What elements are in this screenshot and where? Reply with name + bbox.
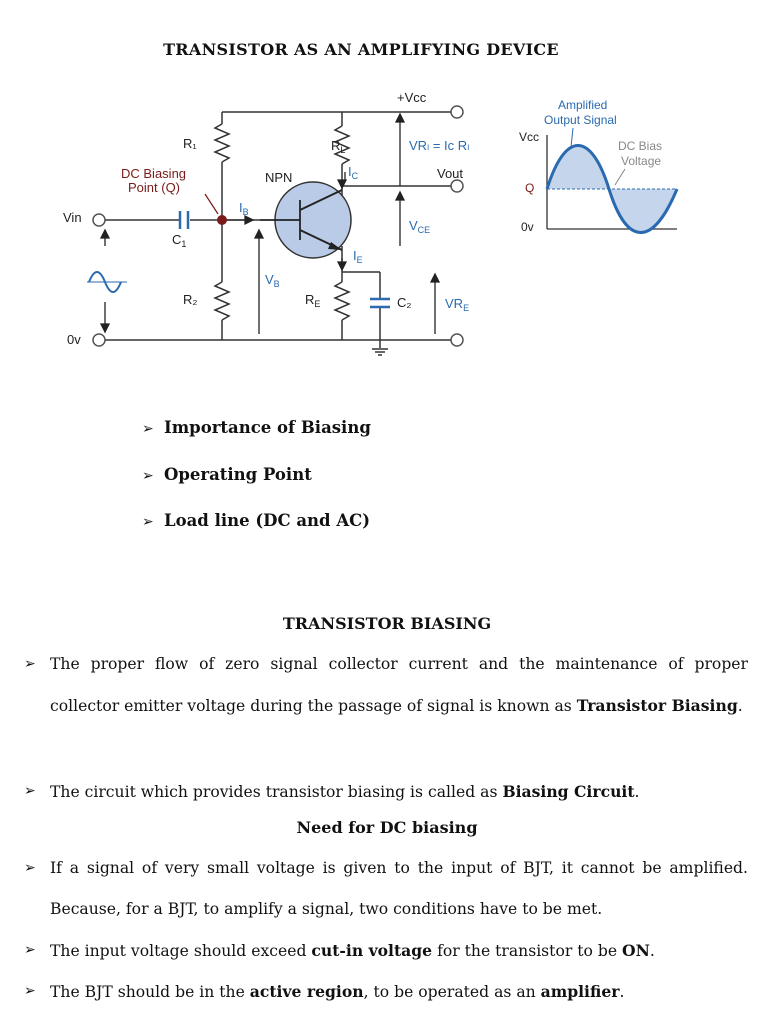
arrow-bullet-icon: ➢ xyxy=(24,783,36,799)
paragraph-active-region: ➢ The BJT should be in the active region, to be operated as an amplifier. xyxy=(50,971,748,1013)
amplifier-circuit-diagram xyxy=(55,86,475,366)
amplified-output-waveform xyxy=(515,95,685,245)
vout-label: Vout xyxy=(437,166,464,181)
arrow-bullet-icon: ➢ xyxy=(24,656,36,672)
vcc-axis-label: Vcc xyxy=(519,130,540,144)
paragraph-biasing-circuit: ➢ The circuit which provides transistor biasing is called as Biasing Circuit. xyxy=(50,771,748,813)
subsection-heading: Need for DC biasing xyxy=(296,818,478,837)
vin-label: Vin xyxy=(63,210,82,225)
r1-label: R₁ xyxy=(183,136,197,151)
list-item: ➢ Operating Point xyxy=(142,463,371,510)
npn-label: NPN xyxy=(265,170,293,185)
page-title: TRANSISTOR AS AN AMPLIFYING DEVICE xyxy=(163,40,559,59)
vre-label: $VR_E$ xyxy=(445,296,470,313)
arrow-bullet-icon: ➢ xyxy=(24,983,36,999)
arrow-bullet-icon: ➢ xyxy=(24,942,36,958)
ic-label: $I_C$ xyxy=(348,164,359,181)
paragraph-cut-in-voltage: ➢ The input voltage should exceed cut-in voltage for the transistor to be ON. xyxy=(50,930,748,972)
topic-list xyxy=(142,416,371,556)
ib-label: $I_B$ xyxy=(239,200,249,217)
list-item: ➢ Load line (DC and AC) xyxy=(142,509,371,556)
c1-label: $C_1$ xyxy=(172,232,187,249)
rl-label: $R_L$ xyxy=(331,138,346,155)
list-item: ➢ Importance of Biasing xyxy=(142,416,371,463)
arrow-bullet-icon: ➢ xyxy=(24,860,36,876)
paragraph-small-signal: ➢ If a signal of very small voltage is given to the input of BJT, it cannot be amplified. Because, for a BJT, to amplify a signal, two conditions have to be met. xyxy=(50,848,748,930)
r2-label: R₂ xyxy=(183,292,198,307)
arrow-bullet-icon: ➢ xyxy=(142,421,154,437)
vce-label: $V_{CE}$ xyxy=(409,218,431,235)
vb-label: $V_B$ xyxy=(265,272,280,289)
dc-biasing-label: DC Biasing xyxy=(121,166,187,181)
voltage-label: Voltage xyxy=(621,154,662,168)
dc-bias-label: DC Bias xyxy=(618,139,663,153)
c2-label: C₂ xyxy=(397,295,412,310)
arrow-bullet-icon: ➢ xyxy=(142,514,154,530)
point-q-label: Point (Q) xyxy=(128,180,181,195)
zero-v-label: 0v xyxy=(67,332,81,347)
vrl-equation-label: VRₗ = Iᴄ Rₗ xyxy=(409,138,470,153)
arrow-bullet-icon: ➢ xyxy=(142,467,154,484)
ie-label: $I_E$ xyxy=(353,248,363,265)
vcc-label: +Vcc xyxy=(397,90,427,105)
section-heading: TRANSISTOR BIASING xyxy=(282,614,492,633)
amplified-label: Amplified xyxy=(558,98,608,112)
output-signal-label: Output Signal xyxy=(544,113,617,127)
re-label: $R_E$ xyxy=(305,292,321,309)
q-label: Q xyxy=(525,181,535,195)
paragraph-transistor-biasing: ➢ The proper flow of zero signal collector current and the maintenance of proper collector emitter voltage during the passage of signal is known as Transistor Biasing. xyxy=(50,644,748,727)
zero-v-axis-label: 0v xyxy=(521,220,534,234)
